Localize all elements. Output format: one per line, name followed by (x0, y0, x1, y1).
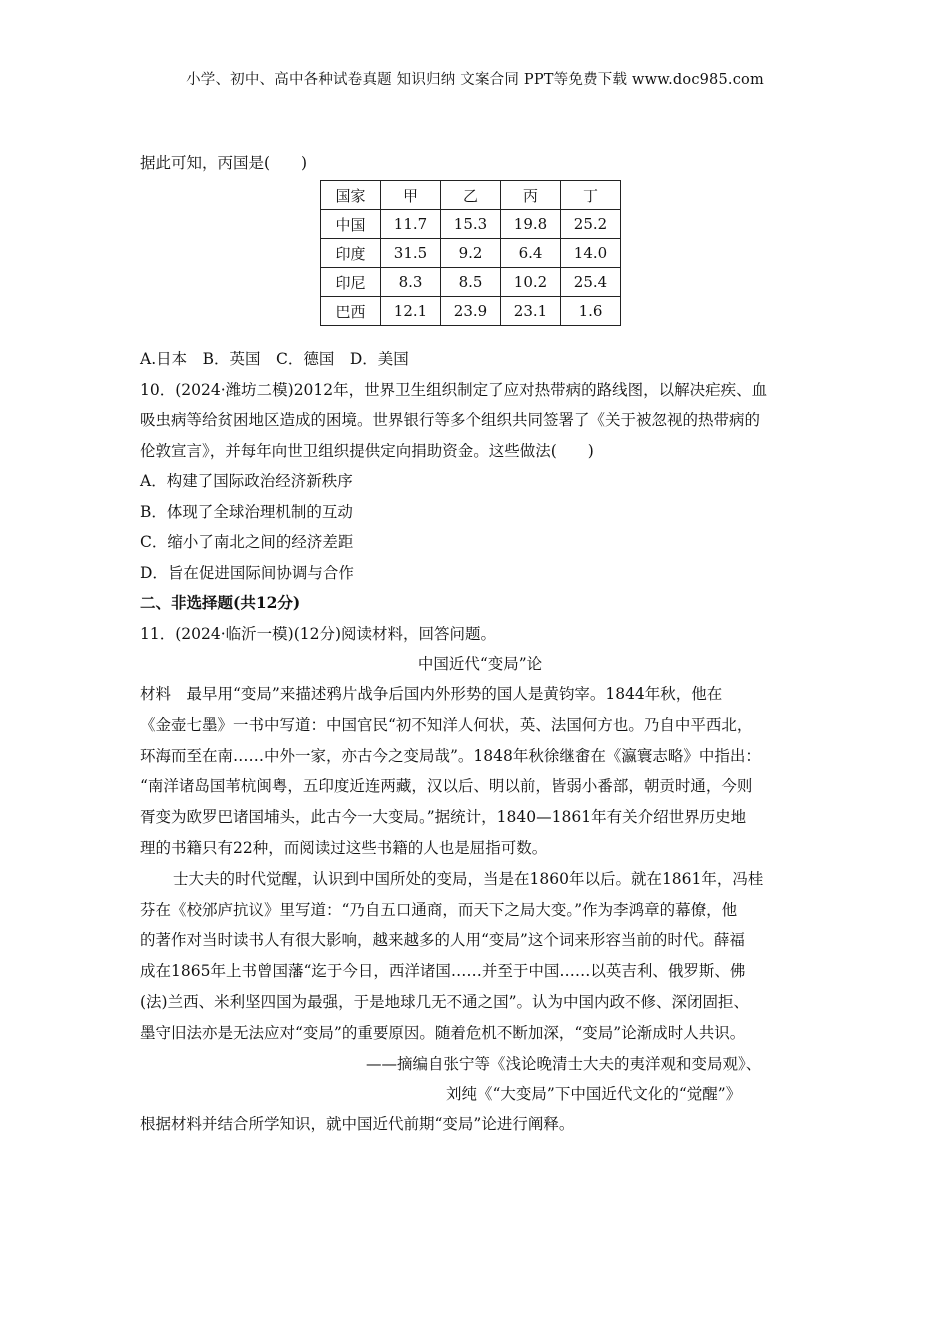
q10-option-c: C．缩小了南北之间的经济差距 (140, 533, 354, 551)
q9-options: A.日本 B．英国 C．德国 D．美国 (140, 350, 409, 368)
material-title: 中国近代“变局”论 (417, 655, 543, 673)
material-line: 芬在《校邠庐抗议》里写道：“乃自五口通商，而天下之局大变。”作为李鸿章的幕僚，他 (140, 900, 738, 919)
page-header: 小学、初中、高中各种试卷真题 知识归纳 文案合同 PPT等免费下载 www.doc985.com (186, 72, 764, 88)
source-citation: 刘纯《“大变局”下中国近代文化的“觉醒”》 (446, 1084, 742, 1103)
table-cell: 1.6 (561, 297, 621, 326)
material-line: 理的书籍只有22种，而阅读过这些书籍的人也是屈指可数。 (140, 838, 548, 857)
material-line: “南洋诸岛国苇杭闽粤，五印度近连两藏，汉以后、明以前，皆弱小番部，朝贡时通，今则 (140, 777, 753, 796)
source-citation: ——摘编自张宁等《浅论晚清士大夫的夷洋观和变局观》、 (366, 1054, 762, 1073)
material-line: (法)兰西、米利坚四国为最强，于是地球几无不通之国”。认为中国内政不修、深闭固拒、 (140, 992, 750, 1011)
q10-option-b: B．体现了全球治理机制的互动 (140, 502, 353, 521)
q11-stem: 11．(2024·临沂一模)(12分)阅读材料，回答问题。 (140, 624, 497, 643)
q10-option-a: A．构建了国际政治经济新秩序 (140, 472, 353, 490)
table-cell: 中国 (321, 210, 381, 239)
material-line: 的著作对当时读书人有很大影响，越来越多的人用“变局”这个词来形容当前的时代。薛福 (140, 931, 745, 950)
table-row (321, 297, 621, 326)
table-header-cell: 丙 (501, 181, 561, 210)
table-cell: 25.2 (561, 210, 621, 239)
table-cell: 8.5 (441, 268, 501, 297)
table-cell: 11.7 (381, 210, 441, 239)
q11-task: 根据材料并结合所学知识，就中国近代前期“变局”论进行阐释。 (140, 1114, 575, 1133)
table-cell: 31.5 (381, 239, 441, 268)
page-content (140, 148, 820, 1139)
q10-stem-line: 吸虫病等给贫困地区造成的困境。世界银行等多个组织共同签署了《关于被忽视的热带病的 (140, 411, 761, 429)
data-table (320, 180, 621, 326)
table-cell: 巴西 (321, 297, 381, 326)
table-cell: 10.2 (501, 268, 561, 297)
table-header-row (321, 181, 621, 210)
table-cell: 8.3 (381, 268, 441, 297)
q10-option-d: D．旨在促进国际间协调与合作 (140, 563, 354, 582)
table-cell: 12.1 (381, 297, 441, 326)
material-line: 墨守旧法亦是无法应对“变局”的重要原因。随着危机不断加深，“变局”论渐成时人共识。 (140, 1023, 746, 1042)
table-cell: 6.4 (501, 239, 561, 268)
material-line: 胥变为欧罗巴诸国埔头，此古今一大变局。”据统计，1840—1861年有关介绍世界历史地 (140, 808, 747, 827)
q10-stem-line: 伦敦宣言》，并每年向世卫组织提供定向捐助资金。这些做法( ) (140, 441, 594, 460)
table-header-cell: 甲 (381, 181, 441, 210)
table-cell: 23.9 (441, 297, 501, 326)
table-cell: 14.0 (561, 239, 621, 268)
table-row (321, 268, 621, 297)
q9-stem: 据此可知，丙国是( ) (140, 154, 308, 172)
material-line: 环海而至在南……中外一家，亦古今之变局哉”。1848年秋徐继畬在《瀛寰志略》中指出： (140, 746, 761, 765)
table-cell: 9.2 (441, 239, 501, 268)
table-cell: 印度 (321, 239, 381, 268)
material-line: 《金壶七墨》一书中写道：中国官民“初不知洋人何状，英、法国何方也。乃自中平西北， (140, 715, 753, 734)
table-header-cell: 丁 (561, 181, 621, 210)
table-header-cell: 国家 (321, 181, 381, 210)
table-cell: 15.3 (441, 210, 501, 239)
table-cell: 25.4 (561, 268, 621, 297)
table-row (321, 239, 621, 268)
material-line: 士大夫的时代觉醒，认识到中国所处的变局，当是在1860年以后。就在1861年，冯桂 (173, 869, 764, 888)
table-header-cell: 乙 (441, 181, 501, 210)
section-heading: 二、非选择题(共12分) (140, 593, 301, 612)
material-line: 材料 最早用“变局”来描述鸦片战争后国内外形势的国人是黄钧宰。1844年秋，他在 (140, 685, 723, 703)
table-cell: 23.1 (501, 297, 561, 326)
table-cell: 印尼 (321, 268, 381, 297)
material-line: 成在1865年上书曾国藩“迄于今日，西洋诸国……并至于中国……以英吉利、俄罗斯、佛 (140, 962, 746, 981)
q10-stem-line: 10．(2024·潍坊二模)2012年，世界卫生组织制定了应对热带病的路线图，以解决疟疾、血 (140, 380, 768, 399)
table-cell: 19.8 (501, 210, 561, 239)
table-row (321, 210, 621, 239)
